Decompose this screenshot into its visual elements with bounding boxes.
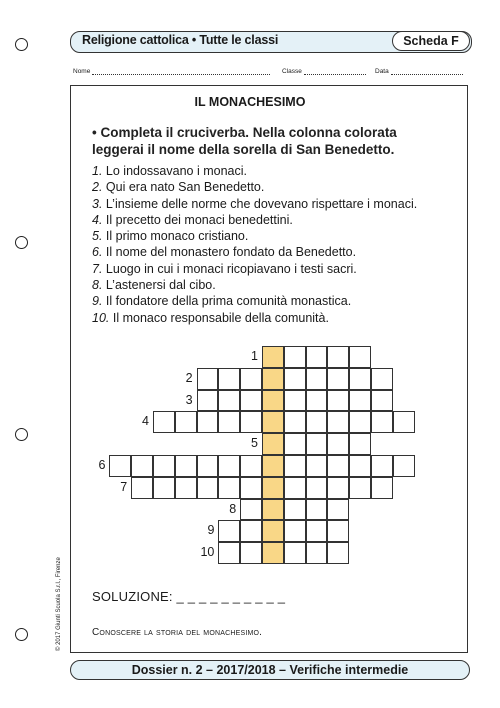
crossword-cell[interactable] (371, 411, 393, 433)
crossword-cell[interactable] (218, 390, 240, 412)
crossword-cell[interactable] (306, 390, 328, 412)
clue-text: L’insieme delle norme che dovevano rispettare i monaci. (102, 196, 418, 211)
clue-text: Qui era nato San Benedetto. (102, 180, 265, 195)
crossword-cell[interactable] (371, 390, 393, 412)
crossword-cell[interactable] (284, 542, 306, 564)
crossword-cell[interactable] (327, 390, 349, 412)
crossword-row-number: 4 (142, 414, 149, 429)
crossword-highlight-cell[interactable] (262, 368, 284, 390)
clue-item (92, 261, 417, 277)
crossword-cell[interactable] (393, 411, 415, 433)
solution-line[interactable]: SOLUZIONE: _ _ _ _ _ _ _ _ _ _ (92, 589, 286, 604)
crossword-highlight-cell[interactable] (262, 520, 284, 542)
crossword-cell[interactable] (327, 477, 349, 499)
crossword-cell[interactable] (175, 477, 197, 499)
crossword-cell[interactable] (218, 368, 240, 390)
nome-field[interactable] (92, 66, 270, 75)
crossword-cell[interactable] (240, 542, 262, 564)
crossword-highlight-cell[interactable] (262, 346, 284, 368)
clue-number: 9. (92, 294, 103, 309)
binder-hole-2 (15, 236, 28, 249)
copyright-notice: © 2017 Giunti Scuola S.r.l., Firenze (56, 557, 62, 651)
clue-number: 10. (92, 310, 110, 325)
crossword-cell[interactable] (327, 499, 349, 521)
crossword-cell[interactable] (284, 455, 306, 477)
crossword-cell[interactable] (327, 433, 349, 455)
crossword-cell[interactable] (218, 520, 240, 542)
clue-item (92, 293, 417, 309)
crossword-row-number: 6 (98, 458, 106, 472)
crossword-cell[interactable] (327, 411, 349, 433)
crossword-highlight-cell[interactable] (262, 542, 284, 564)
instruction-text: • Completa il cruciverba. Nella colonna colorata leggerai il nome della sorella di San Benedetto. (92, 125, 397, 157)
crossword-cell[interactable] (306, 542, 328, 564)
crossword-cell[interactable] (306, 520, 328, 542)
crossword-cell[interactable] (327, 368, 349, 390)
crossword-cell[interactable] (284, 411, 306, 433)
crossword-cell[interactable] (327, 542, 349, 564)
name-line (73, 66, 270, 78)
crossword-cell[interactable] (306, 433, 328, 455)
crossword-cell[interactable] (349, 411, 371, 433)
crossword-cell[interactable] (240, 520, 262, 542)
crossword-cell[interactable] (284, 477, 306, 499)
clue-number: 5. (92, 229, 103, 244)
footer-bar: Dossier n. 2 – 2017/2018 – Verifiche intermedie (70, 660, 470, 680)
crossword-cell[interactable] (306, 477, 328, 499)
crossword-cell[interactable] (153, 477, 175, 499)
clue-number: 6. (92, 245, 103, 260)
crossword-cell[interactable] (393, 455, 415, 477)
clue-number: 3. (92, 196, 103, 211)
crossword-cell[interactable] (197, 455, 219, 477)
data-label: Data (375, 68, 389, 75)
crossword-cell[interactable] (240, 411, 262, 433)
clue-number: 7. (92, 261, 103, 276)
crossword-cell[interactable] (240, 455, 262, 477)
crossword-cell[interactable] (349, 433, 371, 455)
crossword-cell[interactable] (284, 390, 306, 412)
crossword-row-number: 1 (251, 349, 258, 363)
clue-item (92, 228, 417, 244)
clue-number: 2. (92, 180, 103, 195)
crossword-cell[interactable] (240, 477, 262, 499)
crossword-cell[interactable] (175, 411, 197, 433)
crossword-cell[interactable] (153, 455, 175, 477)
binder-hole-3 (15, 428, 28, 441)
crossword-cell[interactable] (109, 455, 131, 477)
clue-item (92, 277, 417, 293)
crossword-cell[interactable] (306, 368, 328, 390)
crossword-cell[interactable] (131, 455, 153, 477)
crossword-cell[interactable] (284, 346, 306, 368)
binder-hole-1 (15, 38, 28, 51)
subject-title: Religione cattolica • Tutte le classi (82, 33, 279, 47)
crossword-row-number: 7 (120, 479, 128, 494)
crossword-cell[interactable] (284, 368, 306, 390)
clue-text: L’astenersi dal cibo. (102, 278, 216, 293)
crossword-highlight-cell[interactable] (262, 411, 284, 433)
crossword-cell[interactable] (306, 499, 328, 521)
crossword-cell[interactable] (218, 455, 240, 477)
clue-text: Il fondatore della prima comunità monastica. (102, 294, 352, 309)
clue-number: 1. (92, 164, 103, 178)
clue-item (92, 163, 417, 179)
clue-text: Il monaco responsabile della comunità. (109, 310, 329, 325)
crossword-row-number: 5 (251, 436, 258, 451)
crossword-cell[interactable] (131, 477, 153, 499)
clue-item (92, 196, 417, 212)
crossword-cell[interactable] (240, 499, 262, 521)
crossword-cell[interactable] (284, 433, 306, 455)
crossword-highlight-cell[interactable] (262, 433, 284, 455)
crossword-row-number: 9 (207, 523, 215, 538)
crossword-cell[interactable] (349, 477, 371, 499)
crossword-cell[interactable] (153, 411, 175, 433)
crossword-cell[interactable] (197, 477, 219, 499)
worksheet-title: IL MONACHESIMO (194, 95, 306, 109)
clue-item (92, 212, 417, 228)
clue-text: Il nome del monastero fondato da Benedetto. (102, 245, 357, 260)
crossword-cell[interactable] (371, 477, 393, 499)
crossword-cell[interactable] (349, 368, 371, 390)
crossword-cell[interactable] (306, 411, 328, 433)
crossword-cell[interactable] (306, 455, 328, 477)
crossword-highlight-cell[interactable] (262, 390, 284, 412)
crossword-cell[interactable] (218, 542, 240, 564)
crossword-highlight-cell[interactable] (262, 455, 284, 477)
crossword-row-number: 8 (229, 501, 237, 516)
crossword-cell[interactable] (349, 390, 371, 412)
clue-text: Il primo monaco cristiano. (102, 229, 249, 244)
nome-label: Nome (73, 68, 91, 75)
crossword-highlight-cell[interactable] (262, 499, 284, 521)
data-field[interactable] (391, 66, 463, 75)
classe-field[interactable] (304, 66, 366, 75)
binder-hole-4 (15, 628, 28, 641)
crossword-cell[interactable] (197, 368, 219, 390)
crossword-highlight-cell[interactable] (262, 477, 284, 499)
date-line (375, 66, 463, 78)
crossword-cell[interactable] (284, 499, 306, 521)
crossword-cell[interactable] (218, 411, 240, 433)
crossword-cell[interactable] (371, 368, 393, 390)
class-line (282, 66, 366, 78)
clue-number: 4. (92, 212, 103, 227)
crossword-row-number: 10 (200, 545, 215, 560)
crossword-cell[interactable] (371, 455, 393, 477)
crossword-cell[interactable] (240, 390, 262, 412)
clue-list (92, 163, 417, 326)
clue-text: Luogo in cui i monaci ricopiavano i testi sacri. (102, 261, 357, 276)
clue-item (92, 310, 417, 326)
clue-text: Lo indossavano i monaci. (102, 164, 247, 178)
crossword-cell[interactable] (197, 390, 219, 412)
crossword-row-number: 2 (185, 370, 193, 385)
crossword-cell[interactable] (349, 346, 371, 368)
crossword-cell[interactable] (218, 477, 240, 499)
clue-item (92, 244, 417, 260)
crossword-cell[interactable] (240, 368, 262, 390)
crossword-cell[interactable] (327, 455, 349, 477)
crossword-cell[interactable] (327, 346, 349, 368)
clue-text: Il precetto dei monaci benedettini. (102, 212, 293, 227)
learning-goal: Conoscere la storia del monachesimo. (92, 627, 263, 638)
classe-label: Classe (282, 68, 302, 75)
crossword-cell[interactable] (284, 520, 306, 542)
clue-number: 8. (92, 278, 103, 293)
crossword-cell[interactable] (306, 346, 328, 368)
crossword-cell[interactable] (349, 455, 371, 477)
crossword-cell[interactable] (197, 411, 219, 433)
crossword-cell[interactable] (175, 455, 197, 477)
clue-item (92, 179, 417, 195)
crossword-cell[interactable] (327, 520, 349, 542)
scheda-badge: Scheda F (392, 31, 470, 51)
crossword-row-number: 3 (185, 392, 193, 407)
